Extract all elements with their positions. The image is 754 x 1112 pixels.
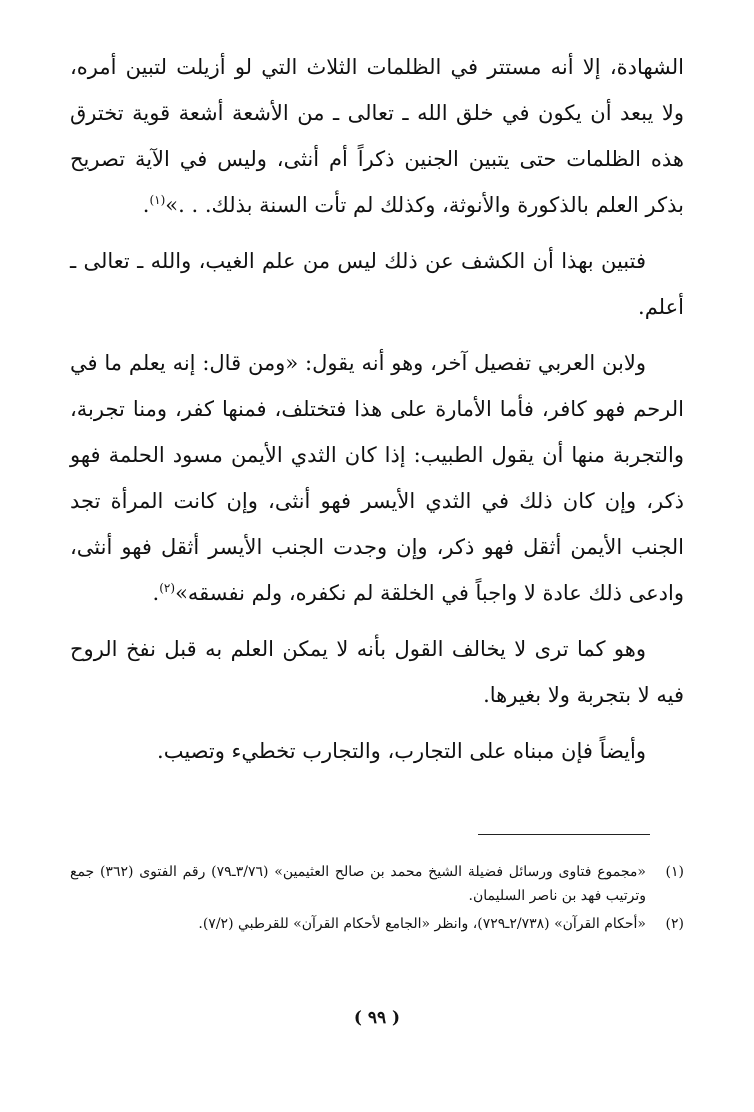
footnote-ref-1[interactable]: (١) bbox=[149, 193, 166, 207]
footnote-number: (٢) bbox=[665, 916, 684, 932]
footnote-text: «مجموع فتاوى ورسائل فضيلة الشيخ محمد بن صالح العثيمين» (٣/٧٦ـ٧٩) رقم الفتوى (٣٦٢) جمع وترتيب فهد بن ناصر السليمان. bbox=[70, 864, 646, 904]
footnote-text: «أحكام القرآن» (٢/٧٣٨ـ٧٢٩)، وانظر «الجامع لأحكام القرآن» للقرطبي (٧/٢). bbox=[198, 916, 646, 932]
footnote-number: (١) bbox=[665, 864, 684, 880]
paragraph-1: الشهادة، إلا أنه مستتر في الظلمات الثلاث التي لو أزيلت لتبين أمره، ولا يبعد أن يكون في خلق الله ـ تعالى ـ من الأشعة أشعة قوية تخترق هذه الظلمات حتى يتبين الجنين ذكراً أم أنثى، وليس في الآية تصريح بذكر العلم بالذكورة والأنوثة، وكذلك لم تأت السنة بذلك. . .»$^{(١)}$. bbox=[70, 55, 684, 217]
footnotes bbox=[70, 860, 684, 940]
paragraph-5: وأيضاً فإن مبناه على التجارب، والتجارب تخطيء وتصيب. bbox=[157, 739, 646, 763]
page-number: ( ٩٩ ) bbox=[353, 1008, 401, 1028]
footnote-ref-2[interactable]: (٢) bbox=[159, 581, 176, 595]
main-text bbox=[70, 44, 684, 774]
footnote-2 bbox=[70, 912, 684, 936]
footnote-1 bbox=[70, 860, 684, 908]
paragraph-4: وهو كما ترى لا يخالف القول بأنه لا يمكن العلم به قبل نفخ الروح فيه لا بتجربة ولا بغيرها. bbox=[70, 637, 684, 707]
footnote-divider bbox=[478, 834, 650, 835]
paragraph-3: ولابن العربي تفصيل آخر، وهو أنه يقول: «ومن قال: إنه يعلم ما في الرحم فهو كافر، فأما الأمارة على هذا فتختلف، فمنها كفر، ومنا تجربة، والتجربة منها أن يقول الطبيب: إذا كان الثدي الأيمن مسود الحلمة فهو ذكر، وإن كان ذلك في الثدي الأيسر فهو أنثى، وإن كانت المرأة تجد الجنب الأيمن أثقل فهو ذكر، وإن وجدت الجنب الأيسر أثقل فهو أنثى، وادعى ذلك عادة لا واجباً في الخلقة لم نكفره، ولم نفسقه»$^{(٢)}$. bbox=[70, 351, 684, 605]
paragraph-2: فتبين بهذا أن الكشف عن ذلك ليس من علم الغيب، والله ـ تعالى ـ أعلم. bbox=[70, 249, 684, 319]
